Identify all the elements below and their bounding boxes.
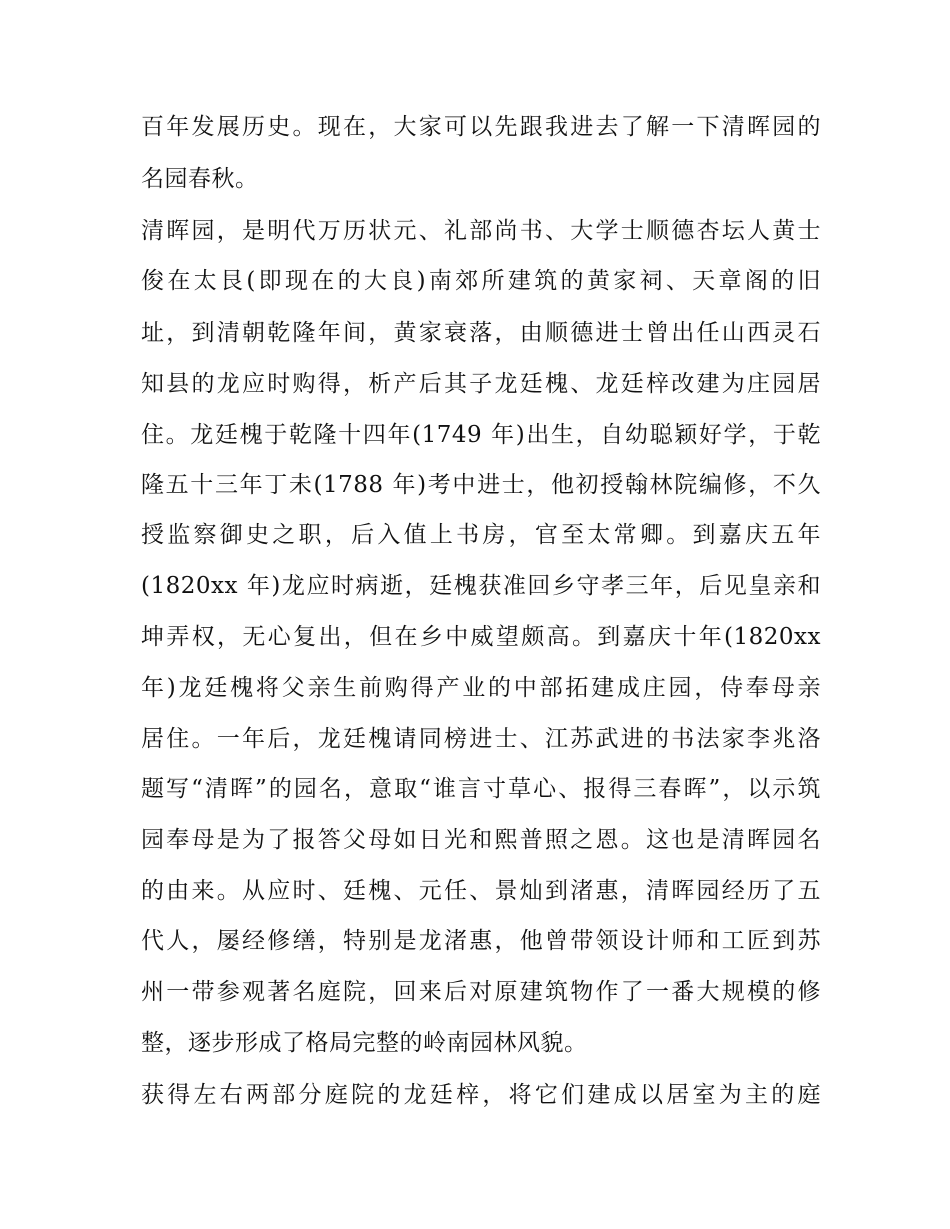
- text-line: 隆五十三年丁未(1788 年)考中进士，他初授翰林院编修，不久: [141, 472, 821, 498]
- text-line: 居住。一年后，龙廷槐请同榜进士、江苏武进的书法家李兆洛: [141, 726, 821, 752]
- text-line: 的由来。从应时、廷槐、元任、景灿到渚惠，清晖园经历了五: [141, 878, 821, 904]
- text-line: 年)龙廷槐将父亲生前购得产业的中部拓建成庄园，侍奉母亲: [141, 675, 821, 701]
- text-line: 坤弄权，无心复出，但在乡中威望颇高。到嘉庆十年(1820xx: [141, 624, 821, 650]
- text-line: 名园春秋。: [141, 166, 259, 192]
- text-line: 百年发展历史。现在，大家可以先跟我进去了解一下清晖园的: [141, 114, 821, 140]
- text-line: 州一带参观著名庭院，回来后对原建筑物作了一番大规模的修: [141, 979, 821, 1005]
- text-line: 获得左右两部分庭院的龙廷梓，将它们建成以居室为主的庭: [141, 1082, 821, 1108]
- text-line: 授监察御史之职，后入值上书房，官至太常卿。到嘉庆五年: [141, 522, 821, 548]
- text-line: 俊在太艮(即现在的大良)南郊所建筑的黄家祠、天章阁的旧: [141, 268, 821, 294]
- text-line: 代人，屡经修缮，特别是龙渚惠，他曾带领设计师和工匠到苏: [141, 928, 821, 954]
- text-line: 知县的龙应时购得，析产后其子龙廷槐、龙廷梓改建为庄园居: [141, 371, 821, 397]
- text-line: 园奉母是为了报答父母如日光和熙普照之恩。这也是清晖园名: [141, 827, 821, 853]
- text-line: 清晖园，是明代万历状元、礼部尚书、大学士顺德杏坛人黄士: [141, 218, 821, 244]
- text-line: (1820xx 年)龙应时病逝，廷槐获准回乡守孝三年，后见皇亲和: [141, 573, 821, 599]
- text-line: 整，逐步形成了格局完整的岭南园林风貌。: [141, 1030, 588, 1056]
- text-line: 址，到清朝乾隆年间，黄家衰落，由顺德进士曾出任山西灵石: [141, 320, 821, 346]
- text-line: 题写“清晖”的园名，意取“谁言寸草心、报得三春晖”，以示筑: [141, 776, 821, 802]
- text-line: 住。龙廷槐于乾隆十四年(1749 年)出生，自幼聪颖好学，于乾: [141, 422, 821, 448]
